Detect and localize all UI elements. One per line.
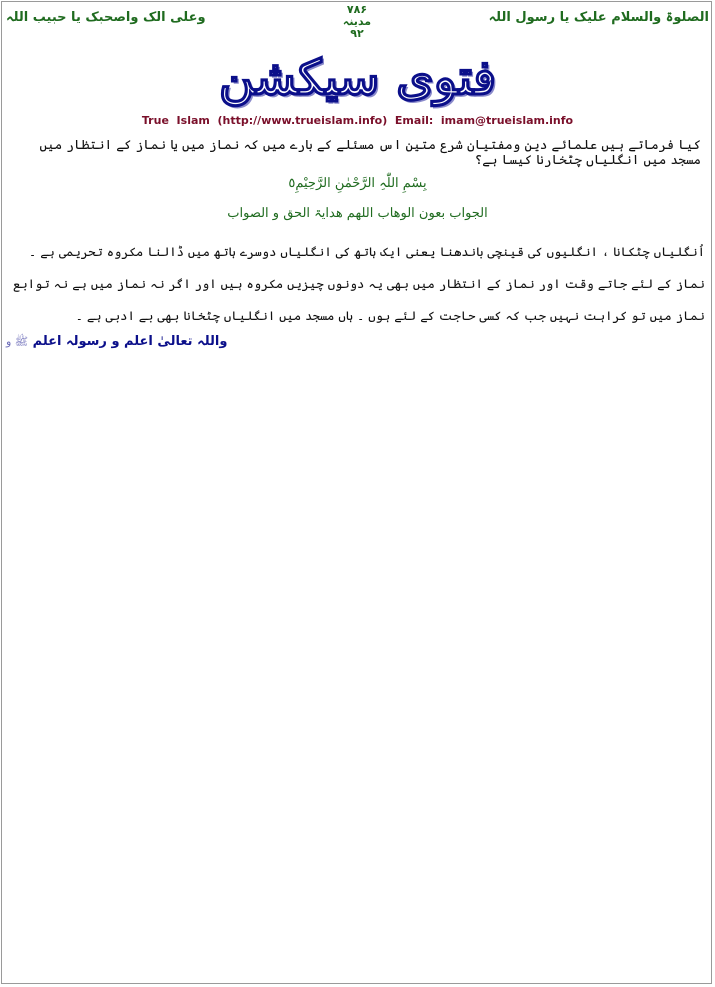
page-number-2: ۹۲ [350, 27, 364, 40]
bismillah-line: بِسْمِ اللّٰہِ الرَّحْمٰنِ الرَّحِیْمِ٥ [288, 176, 427, 191]
header-salutation-right: الصلوۃ والسلام علیک یا رسول اللہ [488, 10, 709, 25]
closing-line [6, 334, 227, 351]
question-text: کیا فرماتے ہیں علمائے دین ومفتیان شرع متین اس مسئلے کے بارے میں کہ نماز میں یا نماز کے انتظار میں مسجد میں انگلیاں چٹخارنا کیسا ہے؟ [39, 138, 701, 168]
answer-text: اُنگلیاں چٹکانا ، انگلیوں کی قینچی باندھنا یعنی ایک ہاتھ کی انگلیاں دوسرے ہاتھ میں ڈالنا مکروہ تحریمی ہے ۔ نماز کے لئے جاتے وقت اور نماز کے انتظار میں بھی یہ دونوں چیزیں مکروہ ہیں اور اگر نہ نماز میں ہے نہ توابع نماز میں تو کراہت نہیں جب کہ کسی حاجت کے لئے ہوں ۔ ہاں مسجد میں انگلیاں چٹخانا بھی بے ادبی ہے ۔ [13, 244, 705, 323]
closing-text: واللہ تعالیٰ اعلم و رسولہ اعلم [32, 334, 228, 349]
header-salutation-left: وعلی الک واصحبک یا حبیب اللہ [6, 10, 206, 25]
page-number: ۷۸۶ [346, 3, 368, 16]
contact-line: True Islam (http://www.trueislam.info) Email: imam@trueislam.info [141, 114, 574, 127]
page-sub: مدینہ [342, 15, 372, 28]
page-title: فتوی سیکشن [218, 50, 497, 106]
jawab-heading: الجواب بعون الوھاب اللھم ھدایۃ الحق و الصواب [227, 206, 488, 221]
page-number-block [332, 4, 382, 40]
salutation-seal: ﷺ و [6, 335, 29, 348]
